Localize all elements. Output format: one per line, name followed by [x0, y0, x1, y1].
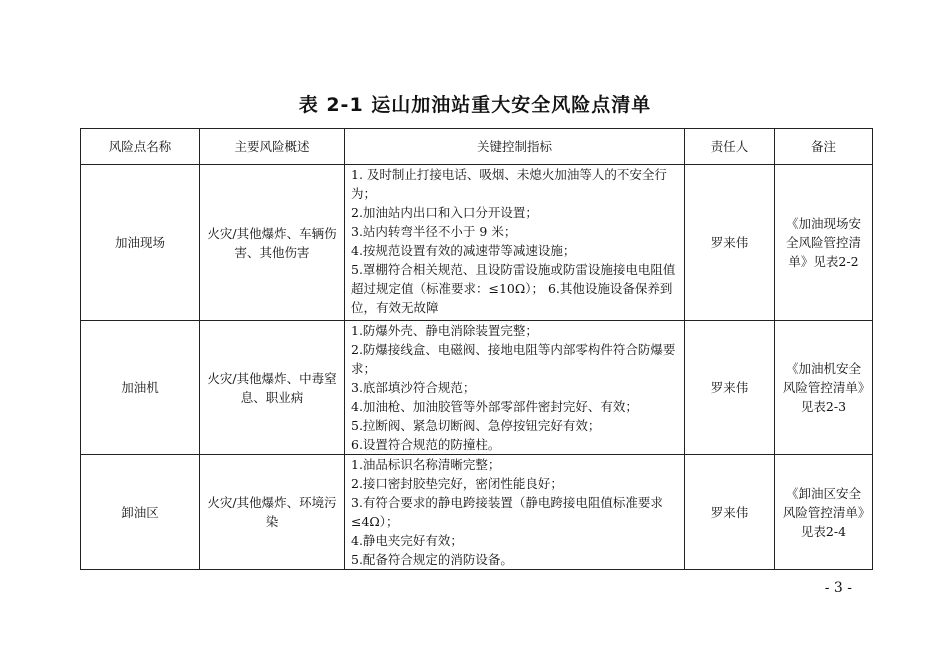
risk-table [80, 128, 873, 570]
control-item: 2.接口密封胶垫完好，密闭性能良好； [351, 476, 563, 491]
owner-cell: 罗来伟 [685, 321, 775, 455]
control-item: 1. 及时制止打接电话、吸烟、未熄火加油等人的不安全行为； [351, 167, 667, 201]
note-cell: 《卸油区安全风险管控清单》见表2-4 [775, 455, 873, 570]
owner-cell: 罗来伟 [685, 165, 775, 321]
control-item: 6.设置符合规范的防撞柱。 [351, 437, 501, 452]
control-item: 1.油品标识名称清晰完整； [351, 457, 501, 472]
risk-summary: 火灾/其他爆炸、车辆伤害、其他伤害 [200, 165, 345, 321]
control-item: 5.罩棚符合相关规范、且设防雷设施或防雷设施接电电阻值超过规定值（标准要求：≤10Ω）； 6.其他设施设备保养到位，有效无故障 [351, 262, 676, 315]
header-cell: 主要风险概述 [200, 129, 345, 165]
table-title: 表 2-1 运山加油站重大安全风险点清单 [298, 94, 652, 116]
header-cell: 责任人 [685, 129, 775, 165]
header-row [81, 129, 873, 165]
header-cell: 风险点名称 [81, 129, 200, 165]
header-cell: 关键控制指标 [345, 129, 685, 165]
control-item: 3.底部填沙符合规范； [351, 380, 476, 395]
control-item: 2.防爆接线盒、电磁阀、接地电阻等内部零构件符合防爆要求； [351, 342, 676, 376]
risk-point-name: 卸油区 [81, 455, 200, 570]
table-row [81, 321, 873, 455]
control-item: 5.配备符合规定的消防设备。 [351, 552, 513, 567]
table-row [81, 455, 873, 570]
owner-cell: 罗来伟 [685, 455, 775, 570]
control-item: 2.加油站内出口和入口分开设置； [351, 205, 538, 220]
page-number: - 3 - [824, 580, 852, 596]
control-indicators [345, 321, 685, 455]
control-indicators [345, 165, 685, 321]
control-indicators [345, 455, 685, 570]
control-item: 1.防爆外壳、静电消除装置完整； [351, 323, 538, 338]
control-item: 3.站内转弯半径不小于 9 米； [351, 224, 517, 239]
risk-point-name: 加油现场 [81, 165, 200, 321]
risk-point-name: 加油机 [81, 321, 200, 455]
note-cell: 《加油机安全风险管控清单》见表2-3 [775, 321, 873, 455]
note-cell: 《加油现场安全风险管控清单》见表2-2 [775, 165, 873, 321]
table-row [81, 165, 873, 321]
risk-summary: 火灾/其他爆炸、中毒窒息、职业病 [200, 321, 345, 455]
control-item: 3.有符合要求的静电跨接装置（静电跨接电阻值标准要求≤4Ω）； [351, 495, 663, 529]
control-item: 5.拉断阀、紧急切断阀、急停按钮完好有效； [351, 418, 601, 433]
control-item: 4.加油枪、加油胶管等外部零部件密封完好、有效； [351, 399, 638, 414]
control-item: 4.静电夹完好有效； [351, 533, 463, 548]
header-cell: 备注 [775, 129, 873, 165]
risk-summary: 火灾/其他爆炸、环境污染 [200, 455, 345, 570]
control-item: 4.按规范设置有效的减速带等减速设施； [351, 243, 576, 258]
